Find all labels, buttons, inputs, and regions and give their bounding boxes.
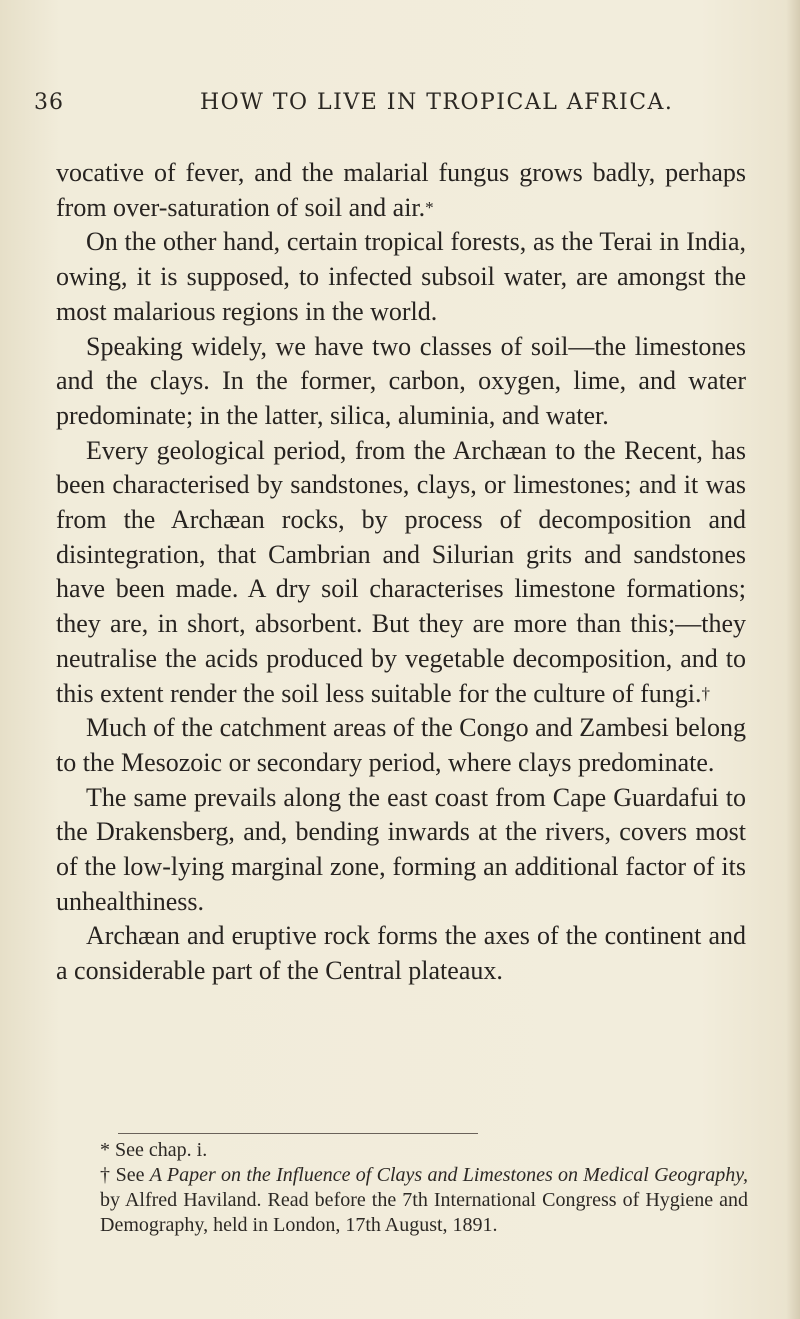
paragraph-2: On the other hand, certain tropical forests, as the Terai in India, owing, it is supposed, to infected subsoil water, are amongst the most malarious regions in the world. (56, 227, 746, 326)
footnote-2-title: A Paper on the Influence of Clays and Limestones on Medical Geography, (149, 1164, 748, 1186)
footnote-2-rest: by Alfred Haviland. Read before the 7th International Congress of Hygiene and Demography, held in London, 17th August, 1891. (100, 1189, 748, 1236)
footnote-2-marker: † See (100, 1164, 150, 1186)
paragraph-6: The same prevails along the east coast from Cape Guardafui to the Drakensberg, and, bending inwards at the rivers, covers most of the low-lying marginal zone, forming an additional factor of its unhealthiness. (56, 782, 746, 916)
paragraph-5: Much of the catchment areas of the Congo and Zambesi belong to the Mesozoic or secondary period, where clays predominate. (56, 713, 746, 777)
paragraph-1 (56, 156, 746, 225)
footnote-ref-2: † (701, 683, 710, 703)
footnotes (100, 1138, 748, 1238)
footnote-ref-1: * (425, 197, 434, 217)
footnote-2 (100, 1163, 748, 1238)
running-title: HOW TO LIVE IN TROPICAL AFRICA. (200, 90, 674, 115)
paragraph-1-text: vocative of fever, and the malarial fungus grows badly, perhaps from over-saturation of soil and air. (56, 158, 746, 222)
paragraph-7: Archæan and eruptive rock forms the axes of the continent and a considerable part of the Central plateaux. (56, 921, 746, 986)
footnote-rule (118, 1133, 478, 1134)
footnote-1: * See chap. i. (100, 1139, 208, 1161)
page-header (30, 90, 750, 120)
paragraph-3: Speaking widely, we have two classes of soil—the limestones and the clays. In the former, carbon, oxygen, lime, and water predominate; in the latter, silica, aluminia, and water. (56, 331, 746, 430)
paragraph-4-text: Every geological period, from the Archæan to the Recent, has been characterised by sandstones, clays, or limestones; and it was from the Archæan rocks, by process of decomposition and disintegration, that Cambrian and Silurian grits and sandstones have been made. A dry soil characterises limestone formations; they are, in short, absorbent. But they are more than this;—they neutralise the acids produced by vegetable decomposition, and to this extent render the soil less suitable for the culture of fungi. (56, 435, 746, 708)
main-text (56, 156, 746, 989)
page-edge-shadow (786, 0, 800, 1319)
page-number: 36 (34, 90, 64, 115)
paragraph-4 (56, 434, 746, 712)
